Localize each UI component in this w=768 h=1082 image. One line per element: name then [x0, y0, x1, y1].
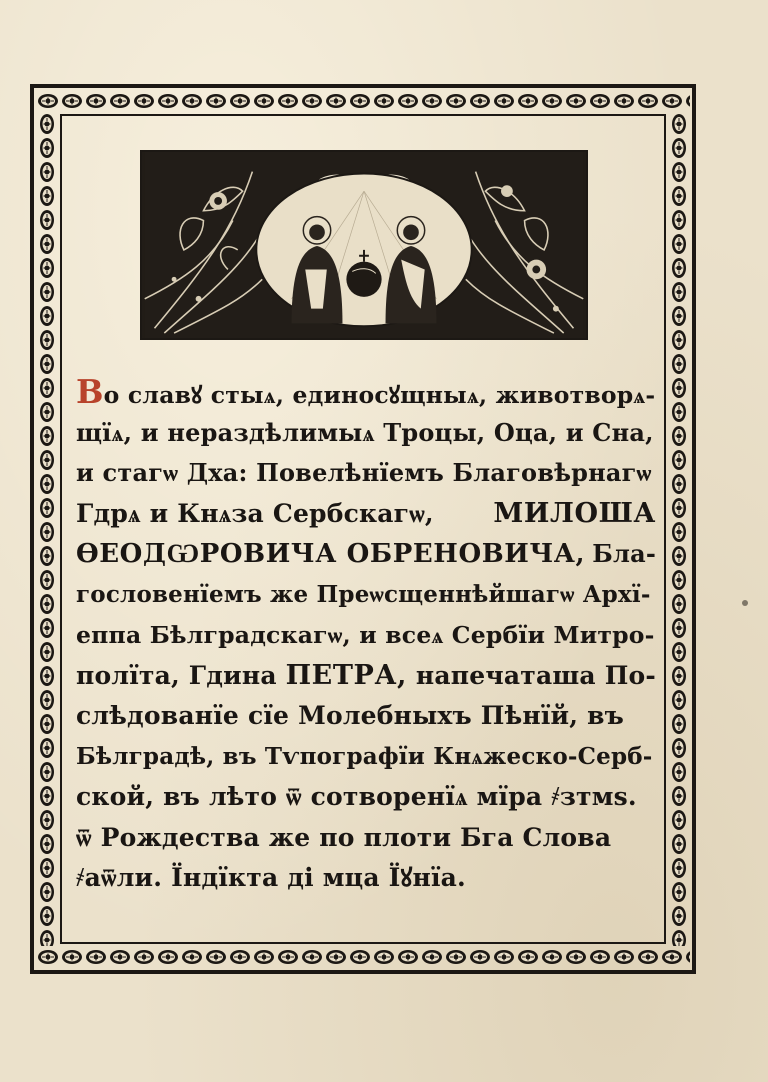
rosette-chain-icon	[36, 946, 690, 968]
text-line-11	[76, 777, 656, 818]
text-segment: Бла-	[592, 539, 656, 568]
text-segment: гословенїемъ же Преѡсщеннѣйшагѡ Архї-	[76, 580, 651, 608]
text-segment: Бѣлградѣ, въ Тѵпографїи Кнѧжеско-Серб-	[76, 742, 653, 770]
text-segment: Гдрѧ и Кнѧза Сербскагѡ,	[76, 498, 434, 528]
text-segment: ѿ Рождества же по плоти Бга Слова	[76, 822, 612, 852]
text-line-4	[76, 494, 656, 535]
text-segment: ҂аѿли. Їндїкта ді мца Їꙋнїа.	[76, 863, 466, 892]
text-segment: полїта, Гдина	[76, 660, 277, 690]
text-segment: щїѧ, и нераздѣлимыѧ Троцы, Оца, и Сна,	[76, 417, 654, 447]
text-segment: слѣдованїе сїе Молебныхъ Пѣнїй, въ	[76, 701, 625, 730]
red-initial-letter: В	[76, 372, 104, 411]
rosette-chain-icon	[668, 112, 690, 946]
text-segment: ской, въ лѣто ѿ сотворенїѧ мїра ҂зтмѕ.	[76, 782, 637, 811]
rosette-chain-icon	[36, 112, 58, 946]
holy-trinity-engraving-icon	[142, 152, 586, 338]
text-line-7	[76, 615, 656, 656]
text-line-6	[76, 575, 656, 616]
text-line-5	[76, 534, 656, 575]
text-segment: напечаташа По-	[415, 660, 656, 690]
ornamental-border-top	[36, 90, 690, 112]
name-milosh: МИЛОША	[493, 497, 656, 529]
text-line-2	[76, 413, 656, 454]
text-line-8	[76, 656, 656, 697]
ornamental-border-left	[36, 112, 58, 946]
name-obrenovich: ѲЕОДѠРОВИЧА ОБРЕНОВИЧА,	[76, 539, 586, 569]
ornamental-border-right	[668, 112, 690, 946]
text-line-12	[76, 818, 656, 859]
text-segment: еппа Бѣлградскагѡ, и всеѧ Сербїи Митро-	[76, 621, 655, 649]
text-line-3	[76, 453, 656, 494]
text-line-13	[76, 858, 656, 899]
name-petar: ПЕТРА,	[285, 659, 408, 691]
text-segment: и стагѡ Дха: Повелѣнїемъ Благовѣрнагѡ	[76, 458, 652, 487]
rosette-chain-icon	[36, 90, 690, 112]
text-line-1	[76, 372, 656, 413]
ornamental-border-bottom	[36, 946, 690, 968]
text-segment: о славꙋ стыѧ, единосꙋщныѧ, животворѧ-	[103, 381, 656, 409]
paper-blemish	[742, 600, 748, 606]
engraving-vignette	[140, 150, 588, 340]
dedication-text	[76, 372, 656, 899]
text-line-10	[76, 737, 656, 778]
text-line-9	[76, 696, 656, 737]
